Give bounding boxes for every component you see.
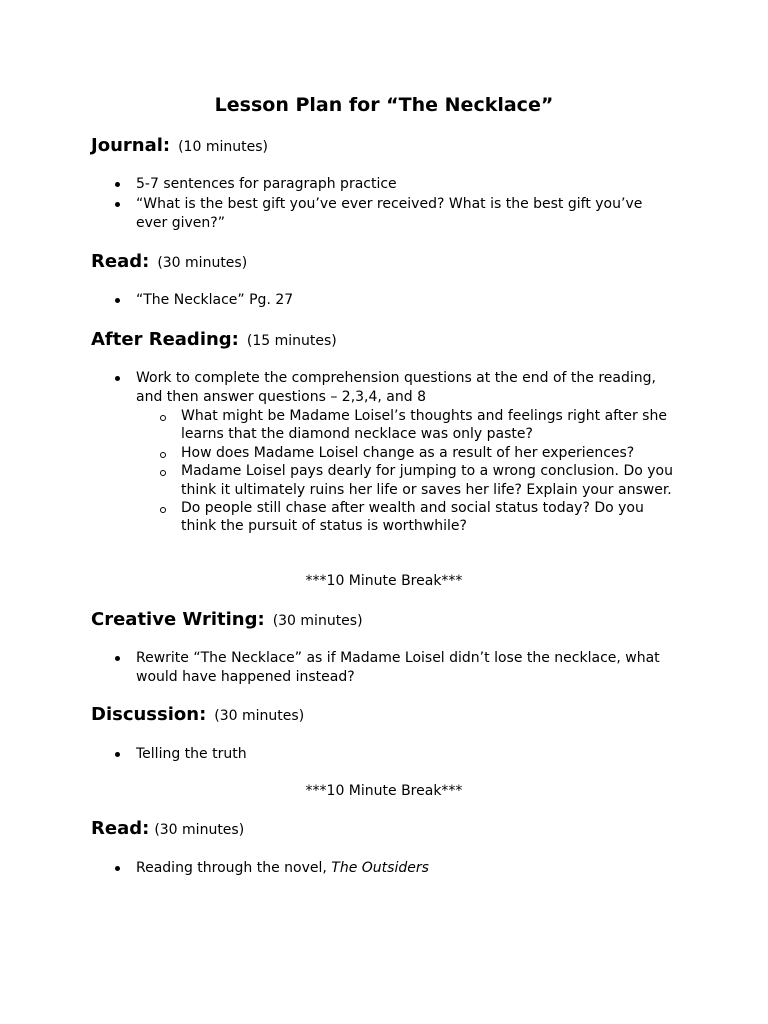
after-reading-label: After Reading:: [91, 329, 239, 350]
journal-list: [0, 175, 676, 233]
discussion-label: Discussion:: [91, 704, 207, 725]
journal-heading: [91, 134, 268, 159]
list-item-text: Telling the truth: [136, 746, 247, 762]
circle-bullet-icon: [160, 452, 166, 458]
bullet-icon: [115, 376, 120, 381]
discussion-duration: (30 minutes): [214, 708, 305, 724]
comprehension-questions-list: [136, 407, 676, 536]
sub-list-item-text: Madame Loisel pays dearly for jumping to a wrong conclusion. Do you think it ultimately ruins her life or saves her life? Explain your answer.: [181, 463, 673, 498]
circle-bullet-icon: [160, 470, 166, 476]
bullet-icon: [115, 298, 120, 303]
read-duration: (30 minutes): [157, 255, 248, 271]
list-item: [0, 175, 676, 194]
sub-list-item-text: What might be Madame Loisel’s thoughts and feelings right after she learns that the diamond necklace was only paste?: [181, 408, 667, 443]
sub-list-item-text: Do people still chase after wealth and social status today? Do you think the pursuit of status is worthwhile?: [181, 500, 644, 535]
read-list-2: [0, 859, 676, 878]
discussion-heading: [91, 703, 304, 728]
bullet-icon: [115, 752, 120, 757]
journal-duration: (10 minutes): [178, 139, 268, 155]
list-item-text: “The Necklace” Pg. 27: [136, 292, 294, 308]
page-title: Lesson Plan for “The Necklace”: [214, 94, 554, 116]
novel-title: The Outsiders: [331, 860, 429, 876]
sub-list-item: [181, 407, 681, 444]
circle-bullet-icon: [160, 507, 166, 513]
circle-bullet-icon: [160, 415, 166, 421]
read-label-2: Read:: [91, 818, 150, 839]
list-item: [0, 291, 676, 310]
list-item-text: Rewrite “The Necklace” as if Madame Loisel didn’t lose the necklace, what would have happened instead?: [136, 650, 660, 685]
list-item: [0, 745, 676, 764]
creative-writing-label: Creative Writing:: [91, 609, 265, 630]
list-item: [0, 195, 676, 233]
read-label: Read:: [91, 251, 150, 272]
creative-writing-heading: [91, 608, 363, 633]
after-reading-list: [0, 369, 676, 536]
bullet-icon: [115, 182, 120, 187]
list-item-text: Work to complete the comprehension questions at the end of the reading, and then answer questions – 2,3,4, and 8: [136, 370, 656, 405]
sub-list-item: [181, 499, 681, 536]
bullet-icon: [115, 656, 120, 661]
list-item-text: “What is the best gift you’ve ever received? What is the best gift you’ve ever given?”: [136, 196, 643, 231]
bullet-icon: [115, 866, 120, 871]
creative-writing-list: [0, 649, 676, 687]
list-item: [0, 369, 676, 536]
list-item: [0, 859, 676, 878]
break-note: ***10 Minute Break***: [305, 783, 463, 799]
break-note: ***10 Minute Break***: [305, 573, 463, 589]
sub-list-item: [181, 444, 681, 462]
sub-list-item-text: How does Madame Loisel change as a result of her experiences?: [181, 444, 635, 461]
creative-writing-duration: (30 minutes): [272, 613, 363, 629]
read-list: [0, 291, 676, 310]
sub-list-item: [181, 462, 681, 499]
read-heading: [91, 250, 247, 275]
list-item-text: Reading through the novel,: [136, 860, 332, 876]
after-reading-heading: [91, 328, 337, 353]
bullet-icon: [115, 202, 120, 207]
read-duration-2: (30 minutes): [154, 822, 245, 838]
list-item-text: 5-7 sentences for paragraph practice: [136, 176, 397, 192]
read-heading-2: [91, 817, 244, 842]
discussion-list: [0, 745, 676, 764]
journal-label: Journal:: [91, 135, 171, 156]
after-reading-duration: (15 minutes): [246, 333, 337, 349]
list-item: [0, 649, 676, 687]
